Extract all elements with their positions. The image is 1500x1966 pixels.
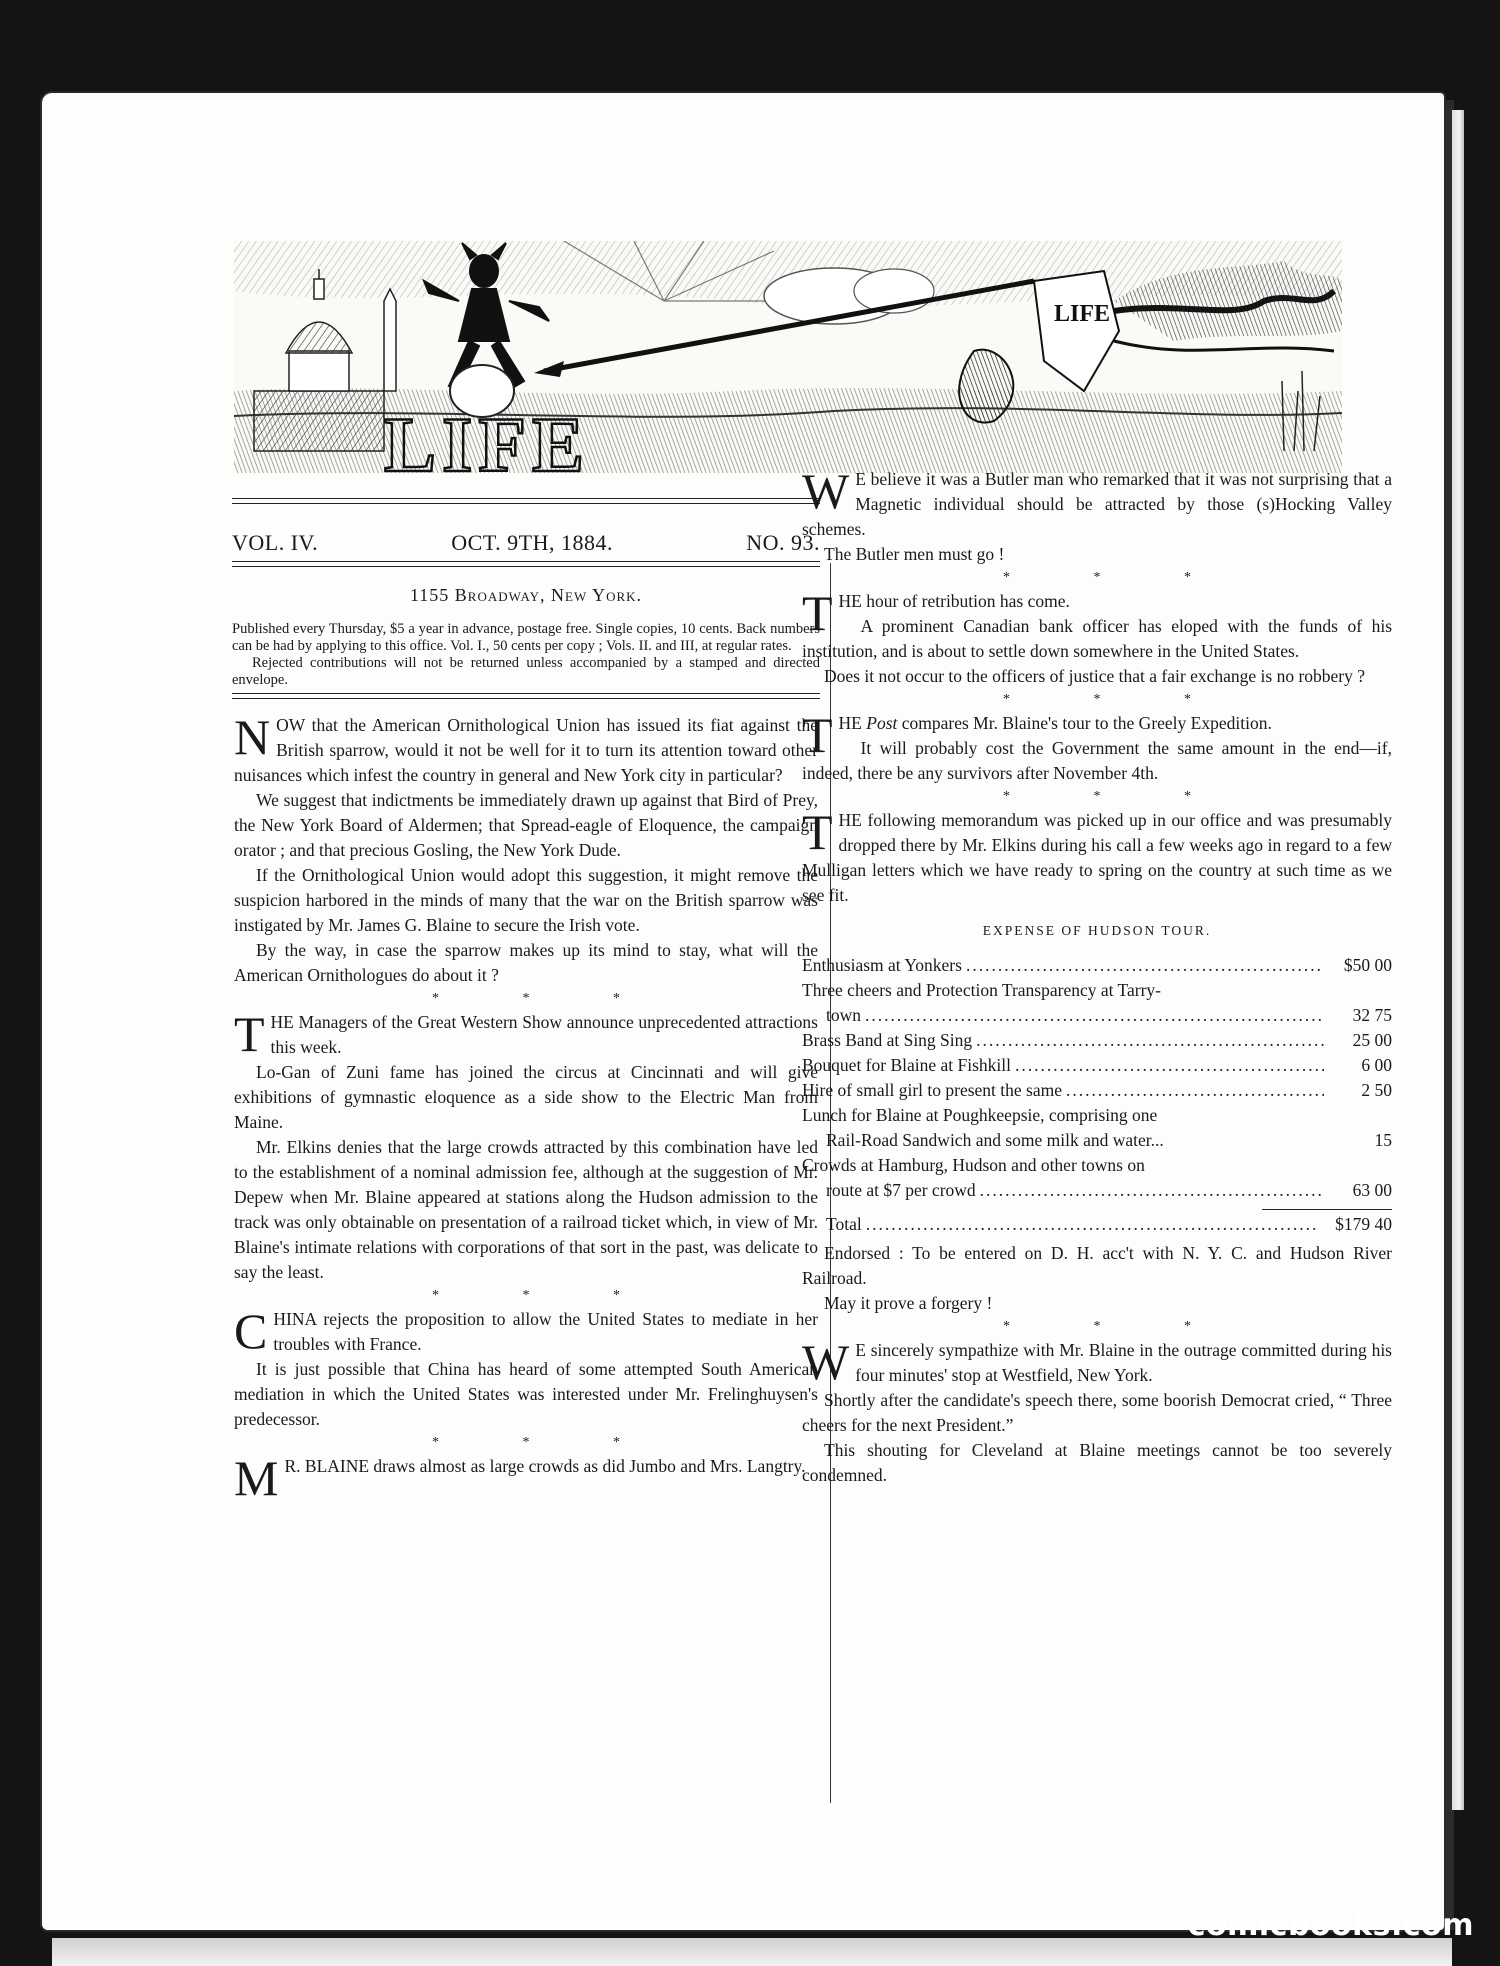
issue-number: NO. 93. <box>746 530 820 555</box>
section-divider-stars: * * * <box>1003 692 1231 707</box>
article-china <box>234 1303 818 1359</box>
article-lead: R. BLAINE draws almost as large crowds as did Jumbo and Mrs. Langtry. <box>284 1456 806 1476</box>
article-paragraph: If the Ornithological Union would adopt this suggestion, it might remove the suspicion harbored in the minds of many that the war on the British sparrow was instigated by Mr. James G. Blaine to secure the Irish vote. <box>234 865 818 935</box>
article-paragraph: It will probably cost the Government the same amount in the end—if, indeed, there be any survivors after November 4th. <box>802 738 1392 783</box>
masthead-illustration <box>234 241 1342 473</box>
total-rule <box>1262 1209 1392 1210</box>
drop-cap: T <box>802 585 833 641</box>
expense-row: Crowds at Hamburg, Hudson and other towns on route at $7 per crowd ..... 63 00 <box>802 1153 1392 1203</box>
expense-row: Hire of small girl to present the same ..... 2 50 <box>802 1078 1392 1103</box>
article-lead: E sincerely sympathize with Mr. Blaine in the outrage committed during his four minutes' stop at Westfield, New York. <box>855 1340 1392 1385</box>
banner-engraving <box>234 241 1342 473</box>
drop-cap: T <box>802 707 833 763</box>
article-lead: HE following memorandum was picked up in our office and was presumably dropped there by Mr. Elkins during his call a few weeks ago in regard to a few Mulligan letters which we have ready to spring on the country at such time as we see fit. <box>802 810 1392 905</box>
left-column <box>234 709 818 1506</box>
info-rule <box>232 693 820 699</box>
article-paragraph: By the way, in case the sparrow makes up its mind to stay, what will the American Ornithologues do about it ? <box>234 940 818 985</box>
contributions-note: Rejected contributions will not be returned unless accompanied by a stamped and directed envelope. <box>232 655 820 688</box>
volume-number: VOL. IV. <box>232 530 319 555</box>
right-column <box>802 463 1392 1488</box>
post-newspaper-name: Post <box>866 713 898 733</box>
masthead-rule-top <box>232 498 820 504</box>
drop-cap: N <box>234 709 271 765</box>
subscription-info: Published every Thursday, $5 a year in advance, postage free. Single copies, 10 cents. Back numbers can be had by applying to this office. Vol. I., 50 cents per copy ; Vols. II. and III, at regular rates. <box>232 621 820 654</box>
article-lead-end: compares Mr. Blaine's tour to the Greely Expedition. <box>897 713 1272 733</box>
article-paragraph: We suggest that indictments be immediately drawn up against that Bird of Prey, the New York Board of Aldermen; that Spread-eagle of Eloquence, the campaign orator ; and that precious Gosling, the New York Dude. <box>234 790 818 860</box>
article-paragraph: Does it not occur to the officers of justice that a fair exchange is no robbery ? <box>824 666 1366 686</box>
article-paragraph: It is just possible that China has heard of some attempted South American mediation in which the United States was interested under Mr. Frelinghuysen's predecessor. <box>234 1359 818 1429</box>
section-divider-stars: * * * <box>432 991 660 1006</box>
article-paragraph: Mr. Elkins denies that the large crowds attracted by this combination have led to the establishment of a nominal admission fee, although at the suggestion of Mr. Depew when Mr. Blaine appeared at stations along the Hudson admission to the track was only obtainable on presentation of a railroad ticket which, in view of Mr. Blaine's intimate relations with corporations of that sort in the past, was delicate to say the least. <box>234 1137 818 1282</box>
article-ornithology <box>234 709 818 788</box>
article-lead-start: HE <box>838 713 867 733</box>
section-divider-stars: * * * <box>1003 1319 1231 1334</box>
svg-text:LIFE: LIFE <box>1054 301 1111 327</box>
article-paragraph: The Butler men must go ! <box>824 544 1005 564</box>
masthead-rule-bottom <box>232 561 820 567</box>
section-divider-stars: * * * <box>432 1288 660 1303</box>
drop-cap: W <box>802 1334 850 1390</box>
expense-title: EXPENSE OF HUDSON TOUR. <box>982 923 1212 938</box>
forgery-note: May it prove a forgery ! <box>824 1293 993 1313</box>
expense-table <box>802 953 1392 1237</box>
drop-cap: M <box>234 1450 279 1506</box>
article-blaine <box>234 1450 818 1506</box>
publisher-address: 1155 Broadway, New York. <box>409 585 643 605</box>
article-paragraph: Lo-Gan of Zuni fame has joined the circus at Cincinnati and will give exhibitions of gymnastic eloquence as a side show to the Electric Man from Maine. <box>234 1062 818 1132</box>
article-paragraph: Shortly after the candidate's speech there, some boorish Democrat cried, “ Three cheers for the next President.” <box>802 1390 1392 1435</box>
endorsed-note: Endorsed : To be entered on D. H. acc't with N. Y. C. and Hudson River Railroad. <box>802 1243 1392 1288</box>
article-show <box>234 1006 818 1062</box>
magazine-page <box>42 93 1444 1930</box>
expense-row: Lunch for Blaine at Poughkeepsie, comprising one Rail-Road Sandwich and some milk and water... 15 <box>802 1105 1392 1150</box>
issue-date: OCT. 9TH, 1884. <box>451 530 613 555</box>
article-memorandum <box>802 804 1392 908</box>
expense-row: Brass Band at Sing Sing ..... 25 00 <box>802 1028 1392 1053</box>
article-lead: HE hour of retribution has come. <box>838 591 1070 611</box>
expense-row: Enthusiasm at Yonkers ..... $50 00 <box>802 953 1392 978</box>
article-lead: HINA rejects the proposition to allow the United States to mediate in her troubles with France. <box>273 1309 818 1354</box>
expense-total: Total ..... $179 40 <box>802 1212 1392 1237</box>
article-butler <box>802 463 1392 542</box>
drop-cap: C <box>234 1303 268 1359</box>
article-lead: E believe it was a Butler man who remarked that it was not surprising that a Magnetic individual should be attracted by those (s)Hocking Valley schemes. <box>802 469 1392 539</box>
article-lead: OW that the American Ornithological Union has issued its fiat against the British sparrow, would it not be well for it to turn its attention toward other nuisances which infest the country in general and New York city in particular? <box>234 715 818 785</box>
masthead-title: LIFE <box>384 401 591 473</box>
section-divider-stars: * * * <box>1003 570 1231 585</box>
section-divider-stars: * * * <box>432 1435 660 1450</box>
site-watermark: comicbooks.com <box>1187 1908 1474 1943</box>
article-westfield <box>802 1334 1392 1390</box>
drop-cap: W <box>802 463 850 519</box>
article-lead: HE Managers of the Great Western Show announce unprecedented attractions this week. <box>270 1012 818 1057</box>
section-divider-stars: * * * <box>1003 789 1231 804</box>
volume-line <box>232 530 820 556</box>
expense-row: Bouquet for Blaine at Fishkill ..... 6 00 <box>802 1053 1392 1078</box>
next-page-edge <box>1452 110 1464 1810</box>
publication-info <box>232 621 820 689</box>
drop-cap: T <box>802 804 833 860</box>
drop-cap: T <box>234 1006 265 1062</box>
article-paragraph: A prominent Canadian bank officer has eloped with the funds of his institution, and is about to settle down somewhere in the United States. <box>802 616 1392 661</box>
article-paragraph: This shouting for Cleveland at Blaine meetings cannot be too severely condemned. <box>802 1440 1392 1485</box>
expense-row: Three cheers and Protection Transparency at Tarry- town ..... 32 75 <box>802 978 1392 1028</box>
